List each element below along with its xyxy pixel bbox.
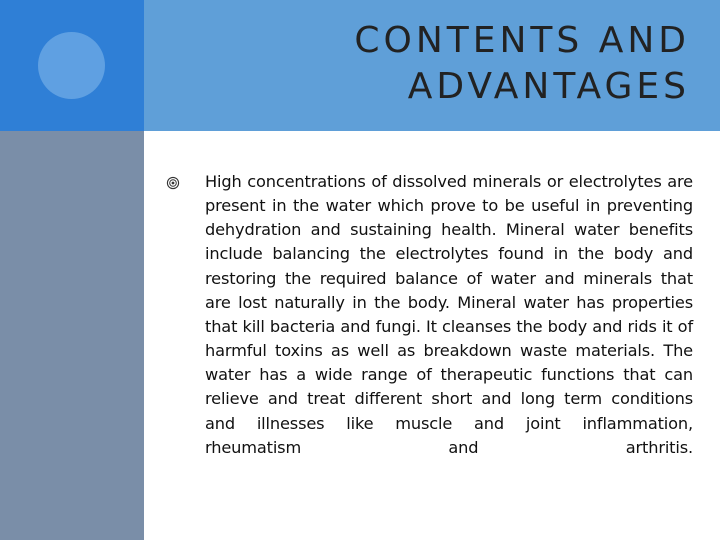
- slide-title-line-1: CONTENTS AND: [354, 20, 690, 61]
- body-paragraph: High concentrations of dissolved minerals or electrolytes are present in the water which prove to be useful in preventing dehydration and sustaining health. Mineral water benefits include balancing the electrolytes found in the body and restoring the required balance of water and minerals that are lost naturally in the body. Mineral water has properties that kill bacteria and fungi. It cleanses the body and rids it of harmful toxins as well as breakdown waste materials. The water has a wide range of therapeutic functions that can relieve and treat different short and long term conditions and illnesses like muscle and joint inflammation, rheumatism and arthritis.: [205, 172, 693, 457]
- left-accent-bottom: [0, 131, 144, 540]
- slide-title-line-2: ADVANTAGES: [407, 66, 690, 107]
- target-bullet-icon: [166, 176, 180, 190]
- decorative-circle: [38, 32, 105, 99]
- slide-title: [354, 18, 690, 110]
